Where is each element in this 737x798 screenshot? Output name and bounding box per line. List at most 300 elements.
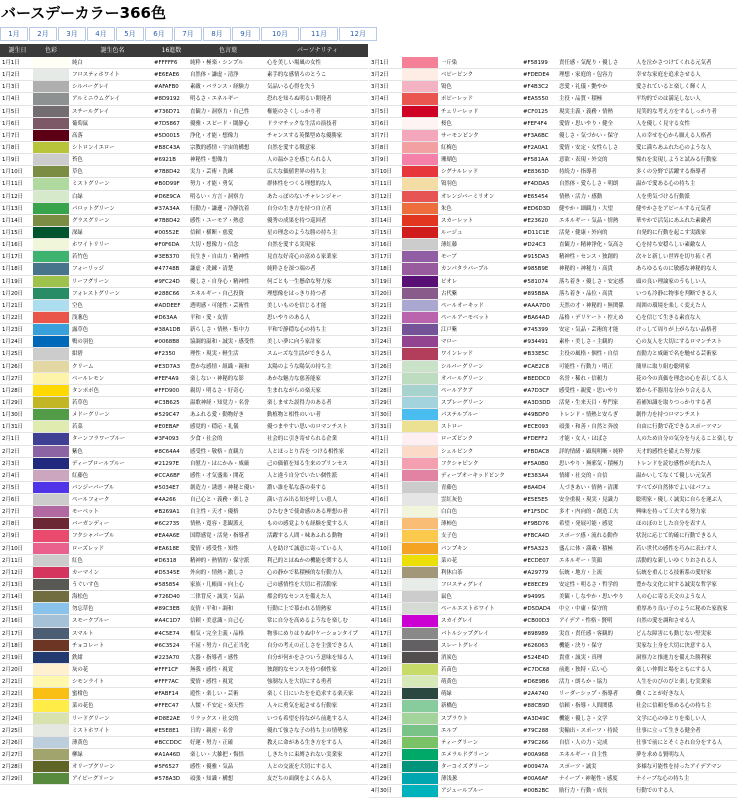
color-name: パステルブルー — [441, 412, 479, 419]
hex-code: #F9BD76 — [523, 521, 549, 528]
color-words: 神秘的・神秘力・高貴 — [559, 266, 613, 273]
color-words: 人づきあい・情熱・清潔 — [559, 484, 619, 491]
table-row — [369, 615, 737, 627]
birth-date: 2月23日 — [2, 703, 24, 710]
color-words: 美観・しなやか・思いやり — [559, 594, 624, 601]
hex-code: #585854 — [154, 582, 180, 589]
table-row — [0, 373, 368, 385]
color-name: アルミニウムグレイ — [72, 96, 120, 103]
color-words: 活力・朗らか・協力 — [559, 679, 608, 686]
color-swatch — [402, 312, 438, 323]
birth-date: 3月10日 — [371, 169, 393, 176]
color-name: 菜の花色 — [72, 703, 94, 710]
hex-code: #A4C1D7 — [154, 618, 181, 625]
color-words: 責任感・気配り・優しさ — [559, 60, 619, 66]
table-row — [0, 725, 368, 737]
color-words: リラックス・社交的 — [190, 715, 239, 722]
color-name: タンポポ色 — [72, 387, 99, 394]
hex-code: #7B8D42 — [154, 169, 181, 176]
hex-code: #A3D3DD — [523, 399, 551, 406]
hex-code: #3EB370 — [154, 254, 180, 261]
table-row — [0, 154, 368, 166]
personality: 己の価値を知る生来のプリンセス — [267, 460, 348, 467]
color-swatch — [33, 373, 69, 384]
month-tab-8[interactable]: 8月 — [203, 27, 231, 41]
color-name: ターコイズグリーン — [441, 764, 490, 771]
color-swatch — [33, 288, 69, 299]
birth-date: 3月30日 — [371, 412, 393, 419]
table-row — [369, 93, 737, 105]
table-row — [0, 385, 368, 397]
personality: 優つまやすい思いのロマンチスト — [267, 424, 348, 431]
table-row — [0, 761, 368, 773]
color-swatch — [402, 106, 438, 117]
table-row — [369, 69, 737, 81]
table-row — [0, 433, 368, 445]
personality: 温かいしてなくて優しい元気者 — [636, 472, 712, 479]
color-words: 直観力・洞察力・自己性 — [190, 108, 250, 115]
color-swatch — [402, 615, 438, 626]
hex-code: #8C64A4 — [154, 448, 180, 455]
color-swatch — [402, 385, 438, 396]
birth-date: 1月15日 — [2, 229, 24, 236]
color-swatch — [33, 713, 69, 724]
birth-date: 4月7日 — [371, 509, 389, 516]
hex-code: #0068B8 — [154, 339, 180, 346]
personality: 実家な上身を大切に決意する人 — [636, 642, 712, 649]
color-name: 鼠色 — [441, 594, 452, 601]
color-swatch — [402, 191, 438, 202]
hex-code: #37A34A — [154, 205, 180, 212]
color-name: 桜色 — [441, 120, 452, 127]
color-words: 意欲・表現・外交的 — [559, 157, 608, 164]
table-row — [0, 458, 368, 470]
table-row — [369, 785, 737, 797]
color-name: スプラウト — [441, 715, 468, 722]
birth-date: 1月19日 — [2, 278, 24, 285]
birth-date: 3月19日 — [371, 278, 393, 285]
birth-date: 4月13日 — [371, 582, 393, 589]
color-swatch — [402, 761, 438, 772]
color-words: 宗教的感情・宇宙的構想 — [190, 144, 250, 151]
hex-code: #CF0125 — [523, 108, 549, 115]
hex-code: #F581AA — [523, 157, 549, 164]
birth-date: 2月17日 — [2, 630, 24, 637]
table-row — [369, 239, 737, 251]
table-row — [369, 446, 737, 458]
birth-date: 2月11日 — [2, 557, 24, 564]
month-tab-5[interactable]: 5月 — [116, 27, 144, 41]
table-row — [369, 373, 737, 385]
birth-date: 1月31日 — [2, 424, 24, 431]
color-name: 純白 — [72, 60, 83, 66]
color-words: 透明感・可能性・芸術性 — [190, 302, 250, 309]
personality: 見直な好奇心の富める家業家 — [267, 254, 338, 261]
personality: 自然を愛する実現家 — [267, 242, 316, 249]
color-name: ローズピンク — [441, 436, 473, 443]
hex-code: #2A4740 — [523, 691, 549, 698]
color-swatch — [33, 276, 69, 287]
color-words: エネルギー・自主性 — [559, 752, 608, 759]
birth-date: 3月4日 — [371, 96, 389, 103]
color-swatch — [402, 276, 438, 287]
color-swatch — [33, 530, 69, 541]
color-name: オリーブグリーン — [72, 764, 115, 771]
table-row — [0, 263, 368, 275]
birth-date: 1月28日 — [2, 387, 24, 394]
birth-date: 3月17日 — [371, 254, 393, 261]
personality: 権能のさくしっかり者 — [267, 108, 321, 115]
table-row — [369, 725, 737, 737]
personality: 心の友人を大切にするロマンチスト — [636, 339, 723, 346]
hex-code: #BA64AD — [523, 314, 550, 321]
table-row — [0, 543, 368, 555]
color-words: 自主性・天才・優格 — [190, 509, 239, 516]
color-name: 鴨の羽色 — [72, 339, 94, 346]
table-row — [369, 773, 737, 785]
color-swatch — [402, 676, 438, 687]
color-words: 楽しい・大雑把・悔悟 — [190, 752, 244, 759]
month-tab-6[interactable]: 6月 — [145, 27, 173, 41]
hex-code: #FEF4A9 — [154, 375, 179, 382]
birth-date: 2月24日 — [2, 715, 24, 722]
personality: 社会に信頼を集める心の持ち主 — [636, 703, 712, 710]
birth-date: 3月28日 — [371, 387, 393, 394]
table-row — [369, 166, 737, 178]
color-swatch — [402, 785, 438, 796]
table-row — [0, 652, 368, 664]
birth-date: 1月12日 — [2, 193, 24, 200]
color-name: アジュールブルー — [441, 788, 484, 795]
color-name: ビオレ — [441, 278, 458, 285]
personality: 憧れを実現しようと試みる行動家 — [636, 157, 717, 164]
color-swatch — [33, 773, 69, 784]
color-name: 朱色 — [441, 205, 452, 212]
color-words: 活発・健康・外向的 — [559, 229, 608, 236]
month-tab-9[interactable]: 9月 — [232, 27, 260, 41]
hex-code: #79C288 — [523, 727, 549, 734]
color-words: アイデア・性格・賢明 — [559, 618, 613, 625]
month-tab-11[interactable]: 11月 — [300, 27, 338, 41]
hex-code: #ECE093 — [523, 424, 549, 431]
color-swatch — [402, 81, 438, 92]
color-words: 活発・生来天目・専門家 — [559, 399, 619, 406]
hex-code: #B0D99F — [154, 181, 180, 188]
personality: 素手的な感情ろのとうこ — [267, 72, 327, 79]
color-words: 人懐・不安定・楽天性 — [190, 703, 244, 710]
table-row — [369, 458, 737, 470]
table-row — [0, 688, 368, 700]
color-words: 素敵・バランス・経験力 — [190, 84, 250, 91]
hex-code: #BCCDDC — [154, 739, 182, 746]
color-words: 優しさ・自身心・精神性 — [190, 278, 250, 285]
color-swatch — [402, 348, 438, 359]
table-row — [0, 640, 368, 652]
color-swatch — [402, 640, 438, 651]
hex-code: #B269A1 — [154, 509, 180, 516]
color-name: 紺碧 — [72, 351, 83, 358]
color-words: 二律背反・誠実・気品 — [190, 594, 244, 601]
hex-code: #C3B625 — [154, 399, 180, 406]
personality: 直動力と威厳で名を馳せる芸術家 — [636, 351, 717, 358]
birth-date: 2月18日 — [2, 642, 24, 649]
table-row — [0, 142, 368, 154]
hex-code: #49BDF0 — [523, 412, 549, 419]
table-row — [369, 203, 737, 215]
color-name: 雲紅灰色 — [441, 497, 463, 504]
color-swatch — [33, 652, 69, 663]
color-words: 多才・内向的・創造工夫 — [559, 509, 619, 516]
birth-date: 3月26日 — [371, 363, 393, 370]
color-swatch — [33, 106, 69, 117]
table-row — [0, 118, 368, 130]
hex-code: #00552E — [154, 229, 180, 236]
table-row — [369, 288, 737, 300]
personality: 自然を愛する戦意家 — [267, 144, 316, 151]
color-words: 希望・発展可能・感覚 — [559, 521, 613, 528]
color-name: 若苗色 — [441, 667, 458, 674]
color-swatch — [402, 93, 438, 104]
color-words: 行動力・謙遜・冷静沈着 — [190, 205, 250, 212]
hex-code: #288C66 — [154, 290, 180, 297]
personality: どんな障害にも動じない堅実家 — [636, 630, 712, 637]
table-row — [369, 191, 737, 203]
table-row — [369, 178, 737, 190]
color-name: モーブ — [441, 254, 457, 261]
table-row — [369, 482, 737, 494]
color-words: 中立・中庸・保守的 — [559, 606, 608, 613]
month-tab-12[interactable]: 12月 — [339, 27, 377, 41]
birth-date: 4月30日 — [371, 788, 393, 795]
color-swatch — [402, 749, 438, 760]
birth-date: 2月12日 — [2, 569, 24, 576]
table-row — [369, 518, 737, 530]
hex-code: #E8363D — [523, 169, 549, 176]
color-swatch — [33, 336, 69, 347]
table-row — [369, 57, 737, 69]
hex-code: #B8C43A — [154, 144, 180, 151]
color-name: 鴇色 — [441, 84, 452, 91]
color-name: ポピーレッド — [441, 96, 473, 103]
color-words: 落ち着き・優しさ・安定感 — [559, 278, 624, 285]
birth-date: 1月14日 — [2, 217, 24, 224]
table-row — [369, 713, 737, 725]
birth-date: 1月21日 — [2, 302, 24, 309]
birth-date: 2月16日 — [2, 618, 24, 625]
color-words: 愛情・感性・視覚 — [190, 679, 234, 686]
color-name: ペールアーモベット — [441, 314, 490, 321]
color-name: パンプキン — [441, 545, 468, 552]
hex-code: #6C3524 — [154, 642, 180, 649]
birth-date: 2月28日 — [2, 764, 24, 771]
color-name: 鴇羽色 — [441, 181, 458, 188]
personality: 活躍する人間・味あふれる動物 — [267, 533, 343, 540]
color-swatch — [402, 203, 438, 214]
table-row — [0, 57, 368, 69]
color-words: 名誉・稀れ・信頼力 — [559, 375, 608, 382]
table-row — [369, 106, 737, 118]
color-name: 露草色 — [72, 327, 89, 334]
table-row — [369, 348, 737, 360]
table-row — [369, 470, 737, 482]
color-words: 大器・指導者・感性 — [190, 654, 239, 661]
personality: あかな魅力な慈善能家 — [267, 375, 321, 382]
birth-date: 4月14日 — [371, 594, 393, 601]
personality: 自由に行動で花できるスポーツマン — [636, 424, 723, 431]
table-row — [369, 640, 737, 652]
color-swatch — [33, 749, 69, 760]
personality: 働くことが好きな人 — [636, 691, 685, 698]
table-row — [0, 555, 368, 567]
personality: スムーズな生活ができる人 — [267, 351, 332, 358]
color-words: 友情・平和・調和 — [190, 606, 234, 613]
color-words: 励行力・行動・成長 — [559, 788, 608, 795]
personality: ひたむきで使命感のある理想の者 — [267, 509, 348, 516]
personality: 若い世代の感性を巧みに表わす人 — [636, 545, 717, 552]
color-name: リーフグリーン — [72, 278, 110, 285]
color-swatch — [402, 300, 438, 311]
color-words: 頑張・知識・構想 — [190, 776, 234, 783]
month-tab-1[interactable]: 1月 — [0, 27, 28, 41]
birth-date: 4月1日 — [371, 436, 389, 443]
hex-code: #00A6AF — [523, 776, 549, 783]
birth-date: 4月29日 — [371, 776, 393, 783]
hex-code: #D5DAD4 — [523, 606, 551, 613]
month-tab-3[interactable]: 3月 — [58, 27, 86, 41]
birth-date: 3月20日 — [371, 290, 393, 297]
hex-code: #E0EBAF — [154, 424, 180, 431]
color-name: 若菜 — [72, 424, 83, 431]
hex-code: #524E4D — [523, 654, 549, 661]
hex-code: #6921B — [154, 157, 176, 164]
color-words: 優しさ・気づかい・保守 — [559, 132, 619, 139]
color-words: 機能・決り・保守 — [559, 642, 603, 649]
color-swatch — [402, 227, 438, 238]
hex-code: #CCA6BF — [154, 472, 180, 479]
hex-code: #626063 — [523, 642, 549, 649]
birth-date: 1月6日 — [2, 120, 20, 127]
birth-date: 4月10日 — [371, 545, 393, 552]
birth-date: 1月3日 — [2, 84, 20, 91]
hex-code: #FFF1CF — [154, 667, 179, 674]
table-row — [369, 530, 737, 542]
color-swatch — [33, 555, 69, 566]
birth-date: 2月2日 — [2, 448, 20, 455]
hex-code: #21297E — [154, 460, 180, 467]
color-name: サーモンピンク — [441, 132, 479, 139]
color-name: エルブ — [441, 727, 458, 734]
page-title: バースデーカラー366色 — [1, 4, 166, 22]
birth-date: 1月7日 — [2, 132, 20, 139]
birth-date: 2月27日 — [2, 752, 24, 759]
month-tab-7[interactable]: 7月 — [174, 27, 202, 41]
color-name: スチールグレイ — [72, 108, 110, 115]
hex-code: #3F4093 — [154, 436, 179, 443]
personality: 愛されていると楽しく輝く人 — [636, 84, 707, 91]
hex-code: #736D71 — [154, 108, 180, 115]
table-row — [369, 700, 737, 712]
color-words: 素朴・美しさ・主観的 — [559, 339, 613, 346]
table-row — [369, 543, 737, 555]
personality: 常に自分を高めるようなを楽しむ — [267, 618, 348, 625]
color-words: 安全重視・現実・見識力 — [559, 497, 619, 504]
table-row — [369, 385, 737, 397]
color-words: 才能・女人・はばさ — [559, 436, 608, 443]
color-swatch — [33, 761, 69, 772]
color-swatch — [402, 458, 438, 469]
hex-code: #934491 — [523, 339, 549, 346]
color-words: 謙虚・洗練・清楚 — [190, 266, 234, 273]
personality: けっして周りが上がらない品格者 — [636, 327, 717, 334]
birth-date: 3月8日 — [371, 144, 389, 151]
birth-date: 2月1日 — [2, 436, 20, 443]
color-swatch — [33, 324, 69, 335]
color-swatch — [402, 373, 438, 384]
hex-code: #88CB9D — [523, 703, 550, 710]
color-words: 明るい・方言・洞察力 — [190, 193, 244, 200]
color-name: ペールフォーク — [72, 497, 110, 504]
birth-date: 2月13日 — [2, 582, 24, 589]
color-name: 紫色 — [72, 448, 83, 455]
table-row — [0, 713, 368, 725]
table-row — [0, 239, 368, 251]
personality: 周囲の環境を楽しく変えた人 — [636, 302, 707, 309]
color-words: 詳的情緒・顕現明晰・純粋 — [559, 448, 624, 455]
birth-date: 1月1日 — [2, 60, 20, 66]
color-swatch — [402, 518, 438, 529]
table-row — [0, 446, 368, 458]
month-tab-2[interactable]: 2月 — [29, 27, 57, 41]
birth-date: 1月16日 — [2, 242, 24, 249]
color-words: 精神性・センス・独創的 — [559, 254, 619, 261]
personality: 心の静かで私積極的な行動力人 — [267, 569, 343, 576]
color-swatch — [33, 57, 69, 68]
personality: あらゆるものに敏感な神秘的な人 — [636, 266, 717, 273]
personality: 文学に心のゆとりを楽しい人 — [636, 715, 707, 722]
table-row — [0, 700, 368, 712]
month-tab-10[interactable]: 10月 — [261, 27, 299, 41]
color-name: エメラルドグリーン — [441, 752, 490, 759]
color-swatch — [402, 142, 438, 153]
hex-code: #223A70 — [154, 654, 180, 661]
personality: 多様な可能性を持ったアイデアマン — [636, 764, 722, 771]
color-swatch — [33, 470, 69, 481]
birth-date: 1月23日 — [2, 327, 24, 334]
color-swatch — [402, 324, 438, 335]
color-swatch — [33, 688, 69, 699]
color-swatch — [33, 640, 69, 651]
month-tab-4[interactable]: 4月 — [87, 27, 115, 41]
birth-date: 4月17日 — [371, 630, 393, 637]
hex-code: #E8ECE9 — [523, 582, 549, 589]
birth-date: 3月31日 — [371, 424, 393, 431]
color-words: 平和・愛・友情 — [190, 314, 228, 321]
birth-date: 2月4日 — [2, 472, 20, 479]
personality: 人を助けて誠意に寄っている人 — [267, 545, 343, 552]
color-name: 灰の花 — [72, 667, 89, 674]
header-birthday: 誕生日 — [8, 47, 27, 54]
personality: 繁から不器用な分かり合える人 — [636, 387, 712, 394]
personality: 人を泣かさつけてくれる元気者 — [636, 60, 712, 66]
color-swatch — [402, 57, 438, 68]
color-name: ペールエストホワイト — [441, 606, 495, 613]
color-words: 家族・几帳面・向上心 — [190, 582, 244, 589]
color-words: 不屈・努力・自己正当化 — [190, 642, 250, 649]
hex-code: #F0F6DA — [154, 242, 180, 249]
color-name: ディープオーキッドピンク — [441, 472, 505, 479]
color-name: フォレストグリーン — [72, 290, 120, 297]
hex-code: #FABF14 — [154, 691, 179, 698]
